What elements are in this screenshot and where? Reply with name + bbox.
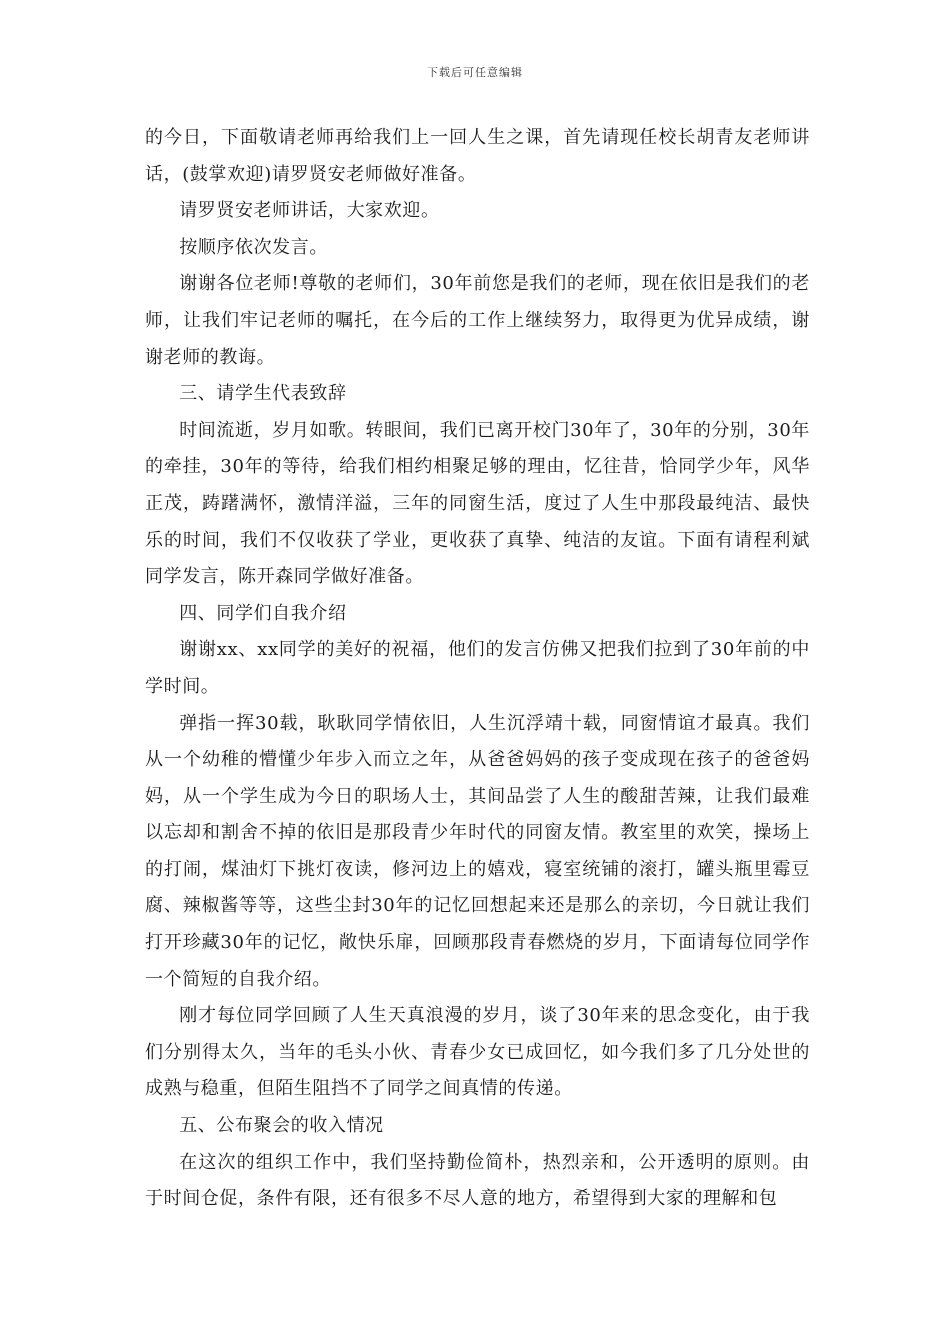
paragraph: 请罗贤安老师讲话，大家欢迎。 — [179, 200, 440, 222]
document-body — [145, 120, 810, 1218]
paragraph: 刚才每位同学回顾了人生天真浪漫的岁月，谈了30年来的思念变化，由于我们分别得太久，当年的毛头小伙、青春少女已成回忆，如今我们多了几分处世的成熟与稳重，但陌生阻挡不了同学之间真情的传递。 — [145, 1005, 810, 1100]
header-note: 下载后可任意编辑 — [427, 66, 523, 79]
paragraph-continued: 的今日，下面敬请老师再给我们上一回人生之课，首先请现任校长胡青友老师讲话，(鼓掌欢迎)请罗贤安老师做好准备。 — [145, 127, 810, 185]
paragraph: 按顺序依次发言。 — [179, 236, 328, 258]
section-heading: 四、同学们自我介绍 — [179, 602, 347, 624]
paragraph: 在这次的组织工作中，我们坚持勤俭简朴，热烈亲和，公开透明的原则。由于时间仓促，条件有限，还有很多不尽人意的地方，希望得到大家的理解和包 — [145, 1151, 810, 1210]
paragraph: 弹指一挥30载，耿耿同学情依旧，人生沉浮靖十载，同窗情谊才最真。我们从一个幼稚的懵懂少年步入而立之年，从爸爸妈妈的孩子变成现在孩子的爸爸妈妈，从一个学生成为今日的职场人士，其间品尝了人生的酸甜苦辣，让我们最难以忘却和割舍不掉的依旧是那段青少年时代的同窗友情。教室里的欢笑，操场上的打闹，煤油灯下挑灯夜读，修河边上的嬉戏，寝室统铺的滚打，罐头瓶里霉豆腐、辣椒酱等等，这些尘封30年的记忆回想起来还是那么的亲切，今日就让我们打开珍藏30年的记忆，敞快乐扉，回顾那段青春燃烧的岁月，下面请每位同学作一个简短的自我介绍。 — [145, 712, 810, 990]
paragraph: 谢谢xx、xx同学的美好的祝福，他们的发言仿佛又把我们拉到了30年前的中学时间。 — [145, 639, 810, 697]
section-heading: 五、公布聚会的收入情况 — [179, 1115, 384, 1137]
section-heading: 三、请学生代表致辞 — [179, 383, 347, 405]
paragraph: 谢谢各位老师!尊敬的老师们，30年前您是我们的老师，现在依旧是我们的老师，让我们牢记老师的嘱托，在今后的工作上继续努力，取得更为优异成绩，谢谢老师的教诲。 — [145, 273, 810, 368]
paragraph: 时间流逝，岁月如歌。转眼间，我们已离开校门30年了，30年的分别，30年的牵挂，30年的等待，给我们相约相聚足够的理由，忆往昔，恰同学少年，风华正茂，踌躇满怀，激情洋溢，三年的同窗生活，度过了人生中那段最纯洁、最快乐的时间，我们不仅收获了学业，更收获了真挚、纯洁的友谊。下面有请程利斌同学发言，陈开森同学做好准备。 — [145, 419, 810, 588]
